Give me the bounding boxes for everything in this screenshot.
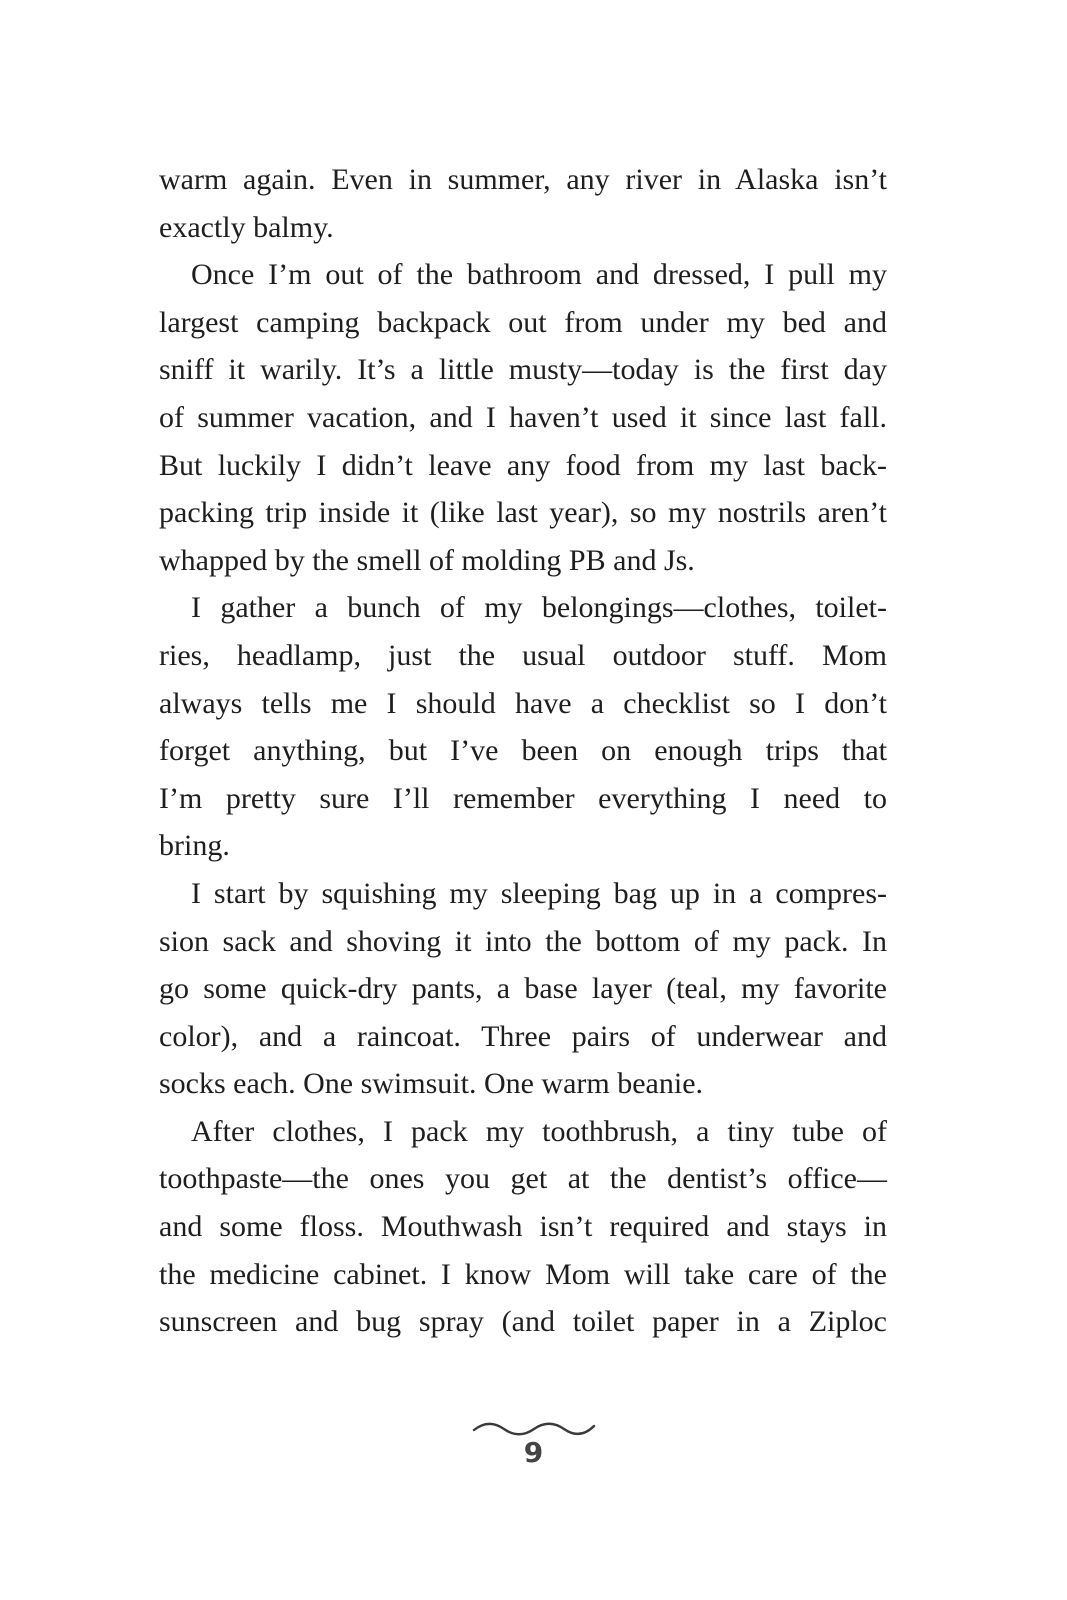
text-line: largest camping backpack out from under my bed and (159, 305, 887, 339)
text-line: socks each. One swimsuit. One warm beanie. (159, 1067, 704, 1101)
page-number: 9 (523, 1436, 544, 1469)
text-line: sion sack and shoving it into the bottom of my pack. In (159, 924, 887, 958)
paragraph-first-line: I start by squishing my sleeping bag up in a compres- (191, 876, 887, 910)
text-line: color), and a raincoat. Three pairs of underwear and (159, 1019, 887, 1053)
text-line: warm again. Even in summer, any river in Alaska isn’t (159, 163, 887, 196)
wave-ornament-icon (472, 1420, 596, 1436)
text-line: I’m pretty sure I’ll remember everything I need to (159, 781, 887, 815)
text-line: forget anything, but I’ve been on enough trips that (159, 734, 887, 768)
text-line: of summer vacation, and I haven’t used it since last fall. (159, 400, 887, 434)
text-line: go some quick-dry pants, a base layer (teal, my favorite (159, 972, 887, 1006)
text-line: exactly balmy. (159, 210, 334, 244)
text-line: sunscreen and bug spray (and toilet paper in a Ziploc (159, 1305, 887, 1339)
text-line: and some floss. Mouthwash isn’t required and stays in (159, 1210, 887, 1244)
text-line: toothpaste—the ones you get at the dentist’s office— (159, 1162, 887, 1196)
paragraph-first-line: I gather a bunch of my belongings—clothes, toilet- (191, 591, 887, 625)
folio (0, 1420, 1067, 1470)
paragraph-first-line: After clothes, I pack my toothbrush, a tiny tube of (191, 1114, 887, 1148)
text-line: sniff it warily. It’s a little musty—today is the first day (159, 353, 887, 387)
text-line: bring. (159, 829, 230, 863)
body-text (159, 156, 887, 1346)
paragraph-first-line: Once I’m out of the bathroom and dressed, I pull my (191, 258, 887, 292)
text-line: But luckily I didn’t leave any food from my last back- (159, 448, 887, 482)
text-line: the medicine cabinet. I know Mom will take care of the (159, 1257, 887, 1291)
text-line: ries, headlamp, just the usual outdoor stuff. Mom (159, 638, 887, 672)
text-line: packing trip inside it (like last year), so my nostrils aren’t (159, 496, 887, 530)
text-line: whapped by the smell of molding PB and Js. (159, 543, 695, 577)
text-line: always tells me I should have a checklist so I don’t (159, 686, 887, 720)
